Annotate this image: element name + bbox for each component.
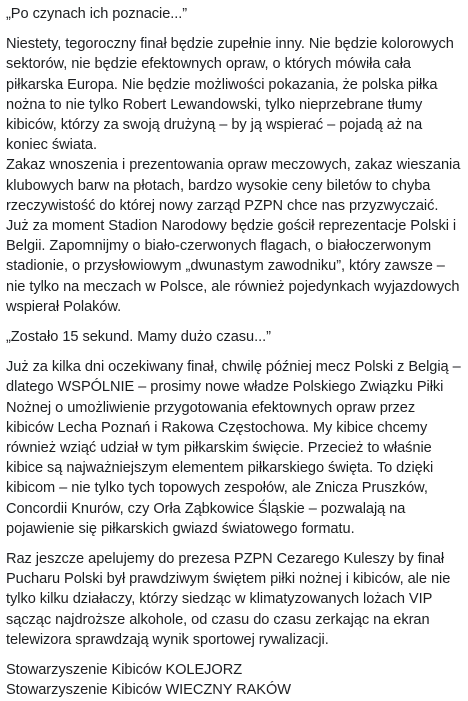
post-quote-heading-1: „Po czynach ich poznacie...”	[6, 6, 188, 22]
post-paragraph-1: Niestety, tegoroczny finał będzie zupełnie inny. Nie będzie kolorowych sektorów, nie będzie efektownych opraw, o których mówiła cała piłkarska Europa. Nie będzie możliwości pokazania, że polska piłka nożna to nie tylko Robert Lewandowski, tylko nieprzebrane tłumy kibiców, którzy za swoją drużyną – by ją wspierać – pojadą aż na koniec świata.	[6, 36, 454, 154]
post-signature-2: Stowarzyszenie Kibiców WIECZNY RAKÓW	[6, 682, 292, 699]
post-paragraph-2: Zakaz wnoszenia i prezentowania opraw meczowych, zakaz wieszania klubowych barw na płotach, bardzo wysokie ceny biletów to chyba rzeczywistość do której nowy zarząd PZPN chce nas przyzwyczaić. Już za moment Stadion Narodowy będzie gościł reprezentacje Polski i Belgii. Zapomnijmy o biało-czerwonych flagach, o białoczerwonym stadionie, o przysłowiowym „dwunastym zawodniku”, który zawsze – nie tylko na meczach w Polsce, ale również pojedynkach wyjazdowych wspierał Polaków.	[6, 157, 461, 315]
post-quote-heading-2: „Zostało 15 sekund. Mamy dużo czasu...”	[6, 329, 271, 346]
post-signature-1: Stowarzyszenie Kibiców KOLEJORZ	[6, 662, 243, 679]
post-paragraph-4: Raz jeszcze apelujemy do prezesa PZPN Cezarego Kuleszy by finał Pucharu Polski był prawdziwym świętem piłki nożnej i kibiców, ale nie tylko kilku działaczy, którzy siedząc w klimatyzowanych lożach VIP sącząc najdroższe alkohole, od czasu do czasu zerkając na ekran telewizora sprawdzają wynik sportowej rywalizacji.	[6, 551, 451, 648]
post-paragraph-3: Już za kilka dni oczekiwany finał, chwilę później mecz Polski z Belgią – dlatego WSPÓLNIE – prosimy nowe władze Polskiego Związku Piłki Nożnej o umożliwienie przygotowania efektownych opraw przez kibiców Lecha Poznań i Rakowa Częstochowa. My kibice chcemy również wziąć udział w tym piłkarskim święcie. Przecież to właśnie kibice są najważniejszym elementem piłkarskiego święta. To dzięki kibicom – nie tylko tych topowych zespołów, ale Znicza Pruszków, Concordii Knurów, czy Orła Ząbkowice Śląskie – pozwalają na pojawienie się piłkarskich gwiazd światowego formatu.	[6, 359, 461, 537]
